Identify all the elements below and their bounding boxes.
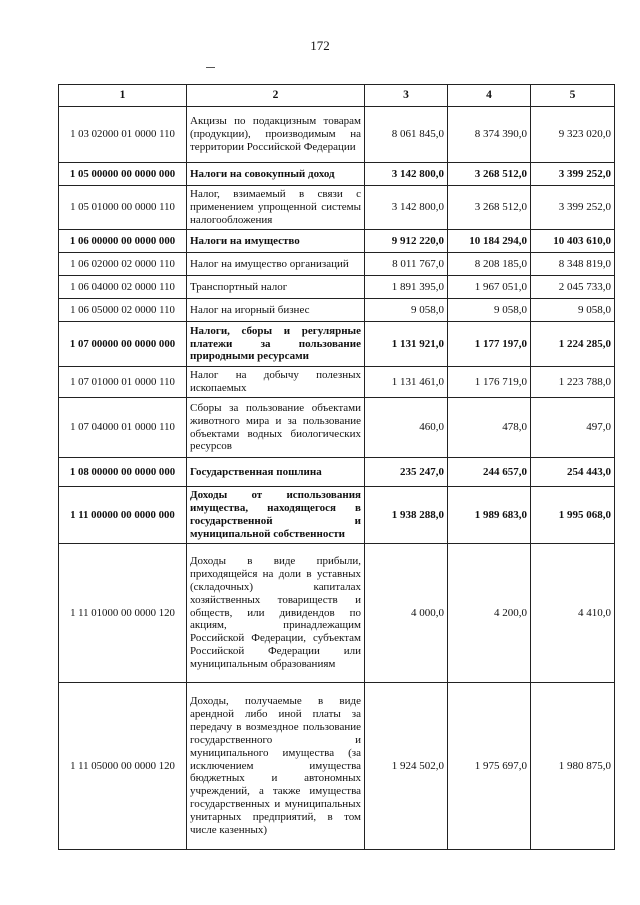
row-name: Налог на добычу полезных ископаемых bbox=[187, 367, 365, 398]
row-value-4: 4 200,0 bbox=[448, 544, 531, 683]
row-name: Налог на игорный бизнес bbox=[187, 299, 365, 322]
row-value-5: 3 399 252,0 bbox=[531, 163, 615, 186]
row-value-5: 9 323 020,0 bbox=[531, 107, 615, 163]
row-value-5: 10 403 610,0 bbox=[531, 230, 615, 253]
row-value-5: 1 995 068,0 bbox=[531, 487, 615, 544]
table-row bbox=[59, 253, 615, 276]
column-header-2: 2 bbox=[187, 85, 365, 107]
row-value-4: 478,0 bbox=[448, 398, 531, 458]
dash-mark bbox=[206, 67, 215, 68]
row-value-4: 8 374 390,0 bbox=[448, 107, 531, 163]
row-code: 1 06 04000 02 0000 110 bbox=[59, 276, 187, 299]
row-code: 1 03 02000 01 0000 110 bbox=[59, 107, 187, 163]
row-name: Доходы от использования имущества, находящегося в государственной и муниципальной собственности bbox=[187, 487, 365, 544]
row-value-4: 9 058,0 bbox=[448, 299, 531, 322]
row-value-3: 3 142 800,0 bbox=[365, 186, 448, 230]
row-name: Доходы в виде прибыли, приходящейся на доли в уставных (складочных) капиталах хозяйственных товариществ и обществ, или дивидендов по акциям, принадлежащим Российской Федерации, субъектам Российской Федерации или муниципальным образованиям bbox=[187, 544, 365, 683]
row-value-4: 10 184 294,0 bbox=[448, 230, 531, 253]
row-value-5: 1 224 285,0 bbox=[531, 322, 615, 367]
table-row bbox=[59, 683, 615, 850]
row-value-3: 8 011 767,0 bbox=[365, 253, 448, 276]
row-code: 1 05 00000 00 0000 000 bbox=[59, 163, 187, 186]
row-code: 1 07 00000 00 0000 000 bbox=[59, 322, 187, 367]
row-code: 1 11 00000 00 0000 000 bbox=[59, 487, 187, 544]
table-row bbox=[59, 398, 615, 458]
row-value-3: 460,0 bbox=[365, 398, 448, 458]
row-value-5: 9 058,0 bbox=[531, 299, 615, 322]
column-header-1: 1 bbox=[59, 85, 187, 107]
row-code: 1 06 00000 00 0000 000 bbox=[59, 230, 187, 253]
row-value-4: 1 975 697,0 bbox=[448, 683, 531, 850]
row-value-4: 8 208 185,0 bbox=[448, 253, 531, 276]
row-value-3: 1 924 502,0 bbox=[365, 683, 448, 850]
table-row bbox=[59, 230, 615, 253]
table-row bbox=[59, 458, 615, 487]
row-value-5: 3 399 252,0 bbox=[531, 186, 615, 230]
row-name: Государственная пошлина bbox=[187, 458, 365, 487]
table-row bbox=[59, 186, 615, 230]
row-name: Налоги на имущество bbox=[187, 230, 365, 253]
row-value-3: 4 000,0 bbox=[365, 544, 448, 683]
row-name: Налог, взимаемый в связи с применением упрощенной системы налогообложения bbox=[187, 186, 365, 230]
table-row bbox=[59, 276, 615, 299]
row-code: 1 08 00000 00 0000 000 bbox=[59, 458, 187, 487]
row-name: Сборы за пользование объектами животного мира и за пользование объектами водных биологических ресурсов bbox=[187, 398, 365, 458]
row-name: Транспортный налог bbox=[187, 276, 365, 299]
row-name: Акцизы по подакцизным товарам (продукции), производимым на территории Российской Федерации bbox=[187, 107, 365, 163]
row-code: 1 11 01000 00 0000 120 bbox=[59, 544, 187, 683]
column-header-3: 3 bbox=[365, 85, 448, 107]
row-value-3: 235 247,0 bbox=[365, 458, 448, 487]
row-code: 1 11 05000 00 0000 120 bbox=[59, 683, 187, 850]
row-value-3: 8 061 845,0 bbox=[365, 107, 448, 163]
row-value-3: 1 131 461,0 bbox=[365, 367, 448, 398]
column-header-4: 4 bbox=[448, 85, 531, 107]
row-name: Налоги на совокупный доход bbox=[187, 163, 365, 186]
row-value-3: 9 912 220,0 bbox=[365, 230, 448, 253]
column-header-5: 5 bbox=[531, 85, 615, 107]
row-value-3: 1 131 921,0 bbox=[365, 322, 448, 367]
row-code: 1 07 04000 01 0000 110 bbox=[59, 398, 187, 458]
row-code: 1 06 02000 02 0000 110 bbox=[59, 253, 187, 276]
row-name: Доходы, получаемые в виде арендной либо иной платы за передачу в возмездное пользование государственного и муниципального имущества (за исключением имущества бюджетных и автономных учреждений, а также имущества государственных и муниципальных унитарных предприятий, в том числе казенных) bbox=[187, 683, 365, 850]
row-value-4: 1 967 051,0 bbox=[448, 276, 531, 299]
row-value-4: 1 176 719,0 bbox=[448, 367, 531, 398]
table-row bbox=[59, 544, 615, 683]
row-value-4: 3 268 512,0 bbox=[448, 186, 531, 230]
row-name: Налог на имущество организаций bbox=[187, 253, 365, 276]
row-code: 1 07 01000 01 0000 110 bbox=[59, 367, 187, 398]
row-value-4: 244 657,0 bbox=[448, 458, 531, 487]
budget-table bbox=[58, 84, 615, 850]
row-value-3: 1 891 395,0 bbox=[365, 276, 448, 299]
row-value-4: 1 989 683,0 bbox=[448, 487, 531, 544]
table-row bbox=[59, 299, 615, 322]
row-value-3: 1 938 288,0 bbox=[365, 487, 448, 544]
row-value-4: 1 177 197,0 bbox=[448, 322, 531, 367]
table-row bbox=[59, 107, 615, 163]
row-value-5: 8 348 819,0 bbox=[531, 253, 615, 276]
table-row bbox=[59, 322, 615, 367]
row-value-4: 3 268 512,0 bbox=[448, 163, 531, 186]
row-code: 1 06 05000 02 0000 110 bbox=[59, 299, 187, 322]
table-row bbox=[59, 487, 615, 544]
row-value-5: 497,0 bbox=[531, 398, 615, 458]
row-value-5: 1 223 788,0 bbox=[531, 367, 615, 398]
row-value-3: 9 058,0 bbox=[365, 299, 448, 322]
row-value-5: 4 410,0 bbox=[531, 544, 615, 683]
row-value-5: 1 980 875,0 bbox=[531, 683, 615, 850]
page-number: 172 bbox=[310, 38, 330, 53]
row-value-3: 3 142 800,0 bbox=[365, 163, 448, 186]
row-value-5: 2 045 733,0 bbox=[531, 276, 615, 299]
header-row bbox=[59, 85, 615, 107]
row-value-5: 254 443,0 bbox=[531, 458, 615, 487]
row-name: Налоги, сборы и регулярные платежи за пользование природными ресурсами bbox=[187, 322, 365, 367]
table-row bbox=[59, 367, 615, 398]
row-code: 1 05 01000 00 0000 110 bbox=[59, 186, 187, 230]
table-row bbox=[59, 163, 615, 186]
